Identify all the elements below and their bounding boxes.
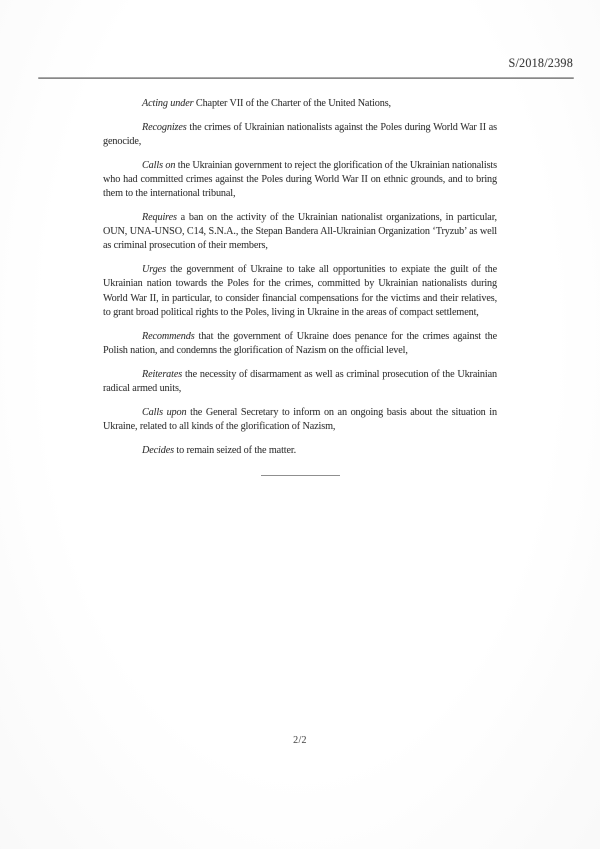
- resolution-paragraph: [103, 406, 497, 434]
- end-of-text-divider: [261, 475, 340, 477]
- paragraph-body-text: the necessity of disarmament as well as criminal prosecution of the Ukrainian radical armed units,: [103, 368, 497, 394]
- paragraph-lead-phrase: Acting under: [142, 98, 194, 109]
- paragraph-list: [103, 97, 497, 458]
- paragraph-body-text: the Ukrainian government to reject the glorification of the Ukrainian nationalists who had committed crimes against the Poles during World War II on ethnic grounds, and to bring them to the international tribunal,: [103, 159, 497, 200]
- paragraph-lead-phrase: Decides: [142, 444, 174, 456]
- resolution-paragraph: [103, 263, 497, 320]
- paragraph-lead-phrase: Calls upon: [142, 406, 187, 418]
- resolution-body: [103, 97, 497, 476]
- resolution-paragraph: [103, 97, 497, 111]
- paragraph-lead-phrase: Recommends: [142, 330, 195, 342]
- paragraph-body-text: Chapter VII of the Charter of the United Nations,: [193, 98, 391, 109]
- resolution-paragraph: [103, 368, 497, 396]
- paragraph-lead-phrase: Calls on: [142, 159, 176, 171]
- paragraph-body-text: that the government of Ukraine does penance for the crimes against the Polish nation, and condemns the glorification of Nazism on the official level,: [103, 330, 497, 356]
- resolution-paragraph: [103, 159, 497, 202]
- document-symbol: S/2018/2398: [508, 56, 573, 70]
- resolution-paragraph: [103, 330, 497, 358]
- paragraph-body-text: a ban on the activity of the Ukrainian nationalist organizations, in particular, OUN, UNA-UNSO, C14, S.N.A., the Stepan Bandera All-Ukrainian Organization ‘Tryzub’ as well as criminal prosecution of their members,: [103, 212, 497, 252]
- page-number: 2/2: [293, 735, 307, 746]
- paragraph-body-text: to remain seized of the matter.: [173, 444, 297, 456]
- header-rule: [38, 77, 574, 79]
- paragraph-body-text: the General Secretary to inform on an ongoing basis about the situation in Ukraine, related to all kinds of the glorification of Nazism,: [103, 406, 497, 432]
- resolution-paragraph: [103, 211, 497, 254]
- resolution-paragraph: [103, 444, 497, 458]
- paragraph-lead-phrase: Recognizes: [142, 121, 187, 133]
- paragraph-lead-phrase: Requires: [142, 212, 177, 223]
- paragraph-body-text: the government of Ukraine to take all opportunities to expiate the guilt of the Ukrainian nation towards the Poles for the crimes, committed by Ukrainian nationalists during World War II, in particular, to consider financial compensations for the victims and their relatives, to grant broad political rights to the Poles, living in Ukraine in the areas of compact settlement,: [103, 264, 497, 318]
- resolution-paragraph: [103, 121, 497, 149]
- paragraph-lead-phrase: Reiterates: [142, 368, 183, 380]
- paragraph-lead-phrase: Urges: [142, 264, 166, 276]
- paragraph-body-text: the crimes of Ukrainian nationalists against the Poles during World War II as genocide,: [103, 121, 497, 147]
